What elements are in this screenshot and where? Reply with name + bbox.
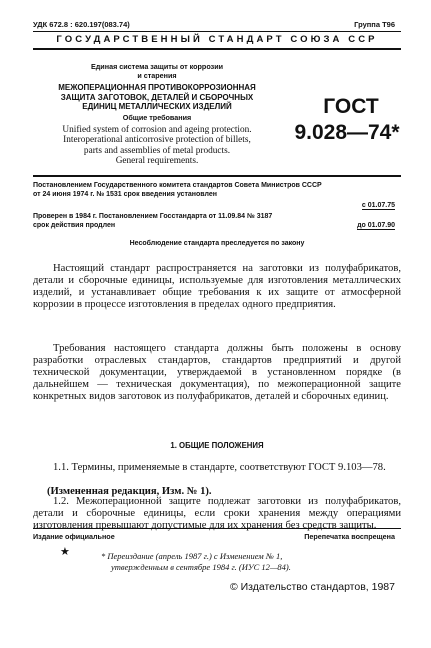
standard-title: ГОСУДАРСТВЕННЫЙ СТАНДАРТ СОЮЗА ССР — [56, 34, 378, 45]
english-title-line-2: Interoperational anticorrosive protection of billets, — [63, 135, 251, 145]
title-block — [33, 62, 281, 167]
main-title-line-2: ЗАЩИТА ЗАГОТОВОК, ДЕТАЛЕЙ И СБОРОЧНЫХ — [60, 92, 254, 102]
reprint-note-line-1: * Переиздание (апрель 1987 г.) с Изменением № 1, — [101, 551, 283, 561]
english-title-line-4: General requirements. — [115, 156, 199, 166]
gost-label: ГОСТ — [323, 95, 379, 118]
series-line-1: Единая система защиты от коррозии — [90, 62, 224, 71]
main-title-line-3: ЕДИНИЦ МЕТАЛЛИЧЕСКИХ ИЗДЕЛИЙ — [82, 102, 232, 111]
clause-1-2: 1.2. Межоперационной защите подлежат заготовки из полуфабрикатов, детали и сборочные единицы, если сроки хранения между операциями изготовления превышают допустимые для их хранения без средств защиты. — [33, 496, 401, 531]
gost-number: 9.028—74* — [294, 121, 400, 144]
decree-1-line-1: Постановлением Государственного комитета стандартов Совета Министров СССР — [33, 182, 322, 189]
reprint-prohibited-label: Перепечатка воспрещена — [304, 532, 395, 541]
infringement-notice: Несоблюдение стандарта преследуется по закону — [129, 240, 305, 247]
copyright: © Издательство стандартов, 1987 — [229, 581, 395, 593]
decree-1-date: с 01.07.75 — [361, 202, 395, 209]
main-title-line-1: МЕЖОПЕРАЦИОННАЯ ПРОТИВОКОРРОЗИОННАЯ — [58, 83, 256, 92]
decree-rule-top — [33, 175, 401, 177]
subtitle: Общие требования — [122, 112, 192, 122]
star-icon: ★ — [60, 546, 70, 558]
series-line-2: и старения — [137, 71, 177, 80]
section-title: 1. ОБЩИЕ ПОЛОЖЕНИЯ — [170, 441, 264, 450]
decree-1-line-2: от 24 июня 1974 г. № 1531 срок введения установлен — [33, 191, 217, 198]
udk-code: УДК 672.8 : 620.197(083.74) — [33, 20, 130, 29]
paragraph-2: Требования настоящего стандарта должны быть положены в основу разработки отраслевых стандартов, стандартов предприятий и другой технической документации, утверждаемой в установленном порядке (в дальнейшем — техническая документация), по межоперационной защите конкретных видов заготовок из полуфабрикатов, деталей и сборочных единиц. — [33, 343, 401, 402]
reprint-note — [101, 551, 391, 572]
english-title-line-3: parts and assemblies of metal products. — [83, 145, 231, 156]
clause-1-1: 1.1. Термины, применяемые в стандарте, соответствуют ГОСТ 9.103—78. — [53, 462, 386, 473]
reprint-note-line-2: утвержденным в сентябре 1984 г. (ИУС 12—84). — [111, 561, 291, 572]
decree-2-date: до 01.07.90 — [357, 222, 395, 229]
footer-rule — [33, 528, 401, 529]
official-edition-label: Издание официальное — [33, 532, 115, 541]
header-rule-top — [33, 31, 401, 32]
paragraph-1: Настоящий стандарт распространяется на заготовки из полуфабрикатов, детали и сборочные единицы, используемые для изготовления металлических изделий, и устанавливает общие требования к их защите от атмосферной коррозии в процессе изготовления в пределах одного предприятия. — [33, 263, 401, 310]
decree-2-line-2: срок действия продлен — [33, 222, 116, 229]
clause-1-1-edition: (Измененная редакция, Изм. № 1). — [47, 486, 212, 497]
header-rule-bottom — [33, 48, 401, 50]
english-title-line-1: Unified system of corrosion and ageing protection. — [62, 124, 252, 135]
group-code: Группа Т96 — [354, 20, 395, 29]
decree-2-line-1: Проверен в 1984 г. Постановлением Госстандарта от 11.09.84 № 3187 — [33, 213, 273, 220]
